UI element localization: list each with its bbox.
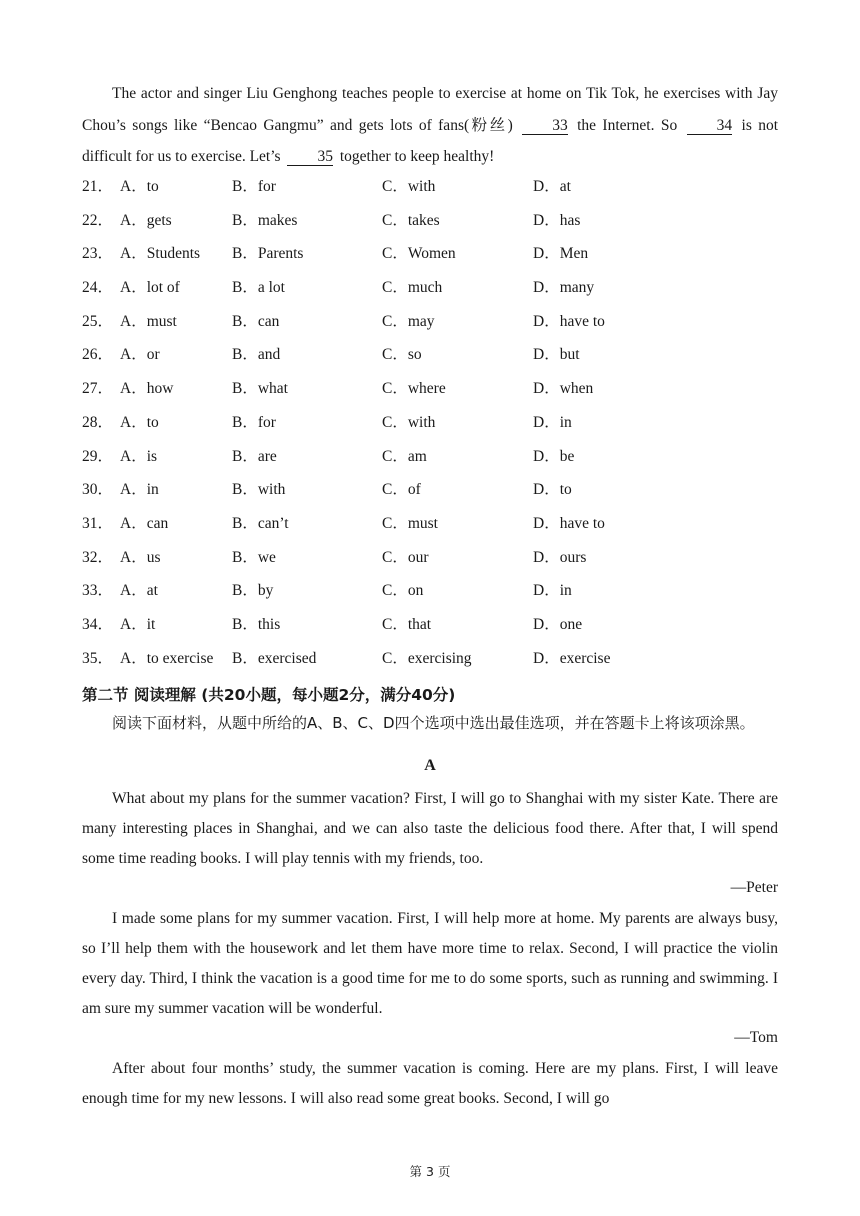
cloze-passage-ending <box>82 78 778 173</box>
option-d: D．ours <box>533 548 587 566</box>
option-c: C．must <box>382 514 438 532</box>
passage-label: A <box>424 757 436 774</box>
option-a: A．at <box>120 582 158 600</box>
section-title: 第二节 阅读理解 (共20小题，每小题2分，满分40分) <box>82 686 456 704</box>
option-b: B．for <box>232 413 276 431</box>
question-row <box>82 241 782 275</box>
passage-tom: I made some plans for my summer vacation. First, I will help more at home. My parents are always busy, so I’ll help them with the housework and let them have more time to relax. Second, I will practice the violin every day. Third, I think the vacation is a good time for me to do some sports, such as running and swimming. I am sure my summer vacation will be wonderful. <box>82 910 778 1017</box>
page-number: 第 3 页 <box>409 1164 451 1179</box>
option-d: D．have to <box>533 514 605 532</box>
question-number: 23． <box>82 245 114 263</box>
option-d: D．be <box>533 447 575 465</box>
option-c: C．may <box>382 312 435 330</box>
option-c: C．so <box>382 346 422 364</box>
question-row <box>82 342 782 376</box>
option-b: B．a lot <box>232 279 285 297</box>
question-row <box>82 208 782 242</box>
option-c: C．where <box>382 380 446 398</box>
cloze-text-part1: The actor and singer Liu Genghong teaches people to exercise at home on Tik Tok, he exercises with Jay Chou’s songs like “Bencao Gangmu” and gets lots of fans(粉丝) <box>82 85 778 134</box>
option-b: B．and <box>232 346 281 364</box>
option-b: B．Parents <box>232 245 304 263</box>
question-number: 24． <box>82 279 114 297</box>
option-a: A．Students <box>120 245 201 263</box>
option-a: A．can <box>120 514 169 532</box>
question-number: 35． <box>82 649 114 667</box>
option-b: B．by <box>232 582 274 600</box>
option-a: A．to <box>120 178 159 195</box>
option-d: D．to <box>533 481 572 499</box>
section-instructions: 阅读下面材料，从题中所给的A、B、C、D四个选项中选出最佳选项，并在答题卡上将该项涂黑。 <box>112 714 755 732</box>
question-number: 25． <box>82 312 114 330</box>
passage-third: After about four months’ study, the summer vacation is coming. Here are my plans. First, I will leave enough time for my new lessons. I will also read some great books. Second, I will go <box>82 1060 778 1107</box>
question-number: 26． <box>82 346 114 364</box>
question-row <box>82 376 782 410</box>
option-c: C．takes <box>382 211 440 229</box>
option-d: D．exercise <box>533 649 611 667</box>
option-b: B．what <box>232 380 288 398</box>
option-c: C．am <box>382 447 427 465</box>
option-d: D．in <box>533 582 572 600</box>
option-c: C．much <box>382 279 443 297</box>
option-b: B．with <box>232 481 286 499</box>
option-c: C．with <box>382 178 436 195</box>
option-d: D．in <box>533 413 572 431</box>
option-c: C．on <box>382 582 424 600</box>
option-d: D．but <box>533 346 580 364</box>
option-a: A．to <box>120 413 159 431</box>
option-b: B．we <box>232 548 276 566</box>
question-row <box>82 578 782 612</box>
option-a: A．is <box>120 447 158 465</box>
question-number: 32． <box>82 548 114 566</box>
option-a: A．must <box>120 312 177 330</box>
option-a: A．it <box>120 615 156 633</box>
question-number: 31． <box>82 514 114 532</box>
question-row <box>82 545 782 579</box>
option-b: B．exercised <box>232 649 317 667</box>
option-d: D．Men <box>533 245 589 263</box>
option-a: A．to exercise <box>120 649 214 667</box>
question-number: 34． <box>82 615 114 633</box>
blank-33: 33 <box>522 117 568 135</box>
option-a: A．us <box>120 548 161 566</box>
option-b: B．this <box>232 615 281 633</box>
option-b: B．are <box>232 447 277 465</box>
option-c: C．that <box>382 615 432 633</box>
option-d: D．many <box>533 279 595 297</box>
question-number: 29． <box>82 447 114 465</box>
option-b: B．can <box>232 312 280 330</box>
question-number: 21． <box>82 178 114 195</box>
question-options-list <box>82 174 782 679</box>
question-number: 33． <box>82 582 114 600</box>
passage-peter: What about my plans for the summer vacation? First, I will go to Shanghai with my sister Kate. There are many interesting places in Shanghai, and we can also taste the delicious food there. After that, I will spend some time reading books. I will play tennis with my friends, too. <box>82 790 778 867</box>
question-number: 22． <box>82 211 114 229</box>
option-b: B．for <box>232 178 276 195</box>
option-d: D．one <box>533 615 583 633</box>
question-number: 30． <box>82 481 114 499</box>
blank-34: 34 <box>687 117 733 135</box>
option-c: C．exercising <box>382 649 472 667</box>
option-b: B．can’t <box>232 514 289 532</box>
option-a: A．lot of <box>120 279 180 297</box>
option-c: C．with <box>382 413 436 431</box>
option-c: C．our <box>382 548 429 566</box>
question-row <box>82 444 782 478</box>
option-c: C．Women <box>382 245 456 263</box>
option-d: D．when <box>533 380 594 398</box>
question-number: 28． <box>82 413 114 431</box>
option-a: A．how <box>120 380 174 398</box>
question-number: 27． <box>82 380 114 398</box>
option-a: A．or <box>120 346 160 364</box>
question-row <box>82 511 782 545</box>
option-a: A．gets <box>120 211 172 229</box>
question-row <box>82 309 782 343</box>
question-row <box>82 410 782 444</box>
signature-peter: —Peter <box>730 879 778 896</box>
option-b: B．makes <box>232 211 298 229</box>
signature-tom: —Tom <box>734 1029 778 1046</box>
question-row <box>82 612 782 646</box>
question-row <box>82 275 782 309</box>
option-c: C．of <box>382 481 421 499</box>
question-row <box>82 646 782 680</box>
option-d: D．at <box>533 178 571 195</box>
cloze-text-part2: the Internet. So <box>577 116 678 134</box>
question-row <box>82 174 782 208</box>
option-d: D．have to <box>533 312 605 330</box>
option-a: A．in <box>120 481 159 499</box>
option-d: D．has <box>533 211 581 229</box>
blank-35: 35 <box>287 148 333 166</box>
question-row <box>82 477 782 511</box>
cloze-text-part3: is not difficult for us to exercise. Let’s <box>82 116 779 165</box>
cloze-text-part4: together to keep healthy! <box>339 148 495 165</box>
